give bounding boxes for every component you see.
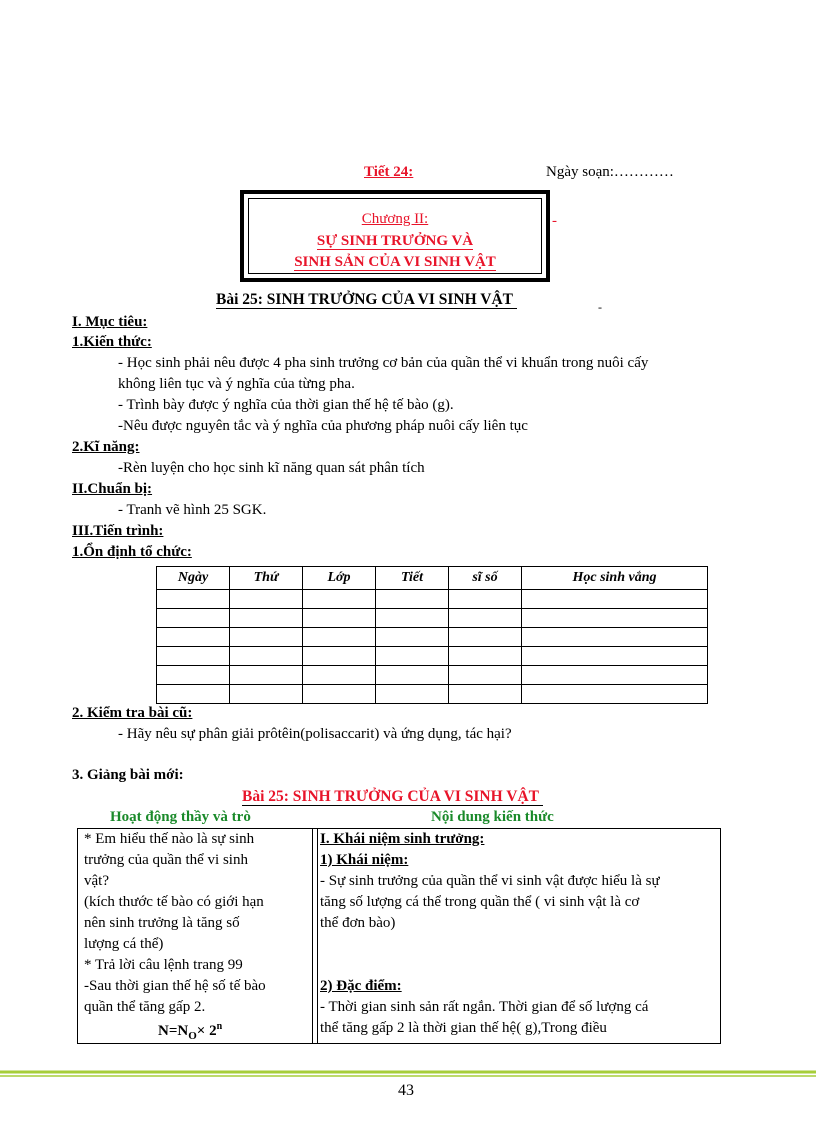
header-headcount: sĩ số bbox=[449, 567, 522, 590]
left-line: trưởng của quần thể vi sinh bbox=[84, 852, 248, 868]
section-class-organization: 1.Ổn định tổ chức: bbox=[72, 544, 192, 560]
preparation-line-1: - Tranh vẽ hình 25 SGK. bbox=[118, 502, 267, 518]
left-line: lượng cá thể) bbox=[84, 936, 164, 952]
header-date: Ngày bbox=[157, 567, 230, 590]
right-line: thể tăng gấp 2 là thời gian thế hệ( g),Trong điều bbox=[320, 1020, 607, 1036]
table-row bbox=[157, 685, 708, 704]
lesson-table-title bbox=[242, 788, 543, 806]
table-row bbox=[157, 609, 708, 628]
formula-subscript: O bbox=[188, 1030, 197, 1042]
section-procedure: III.Tiến trình: bbox=[72, 523, 164, 539]
table-row bbox=[157, 666, 708, 685]
knowledge-line-1: - Học sinh phải nêu được 4 pha sinh trưởng cơ bản của quần thể vi khuẩn trong nuôi cấy bbox=[118, 355, 649, 371]
right-subheading-features: 2) Đặc điểm: bbox=[320, 978, 402, 994]
header-weekday: Thứ bbox=[230, 567, 303, 590]
chapter-subtitle-2-text: SINH SẢN CỦA VI SINH VẬT bbox=[294, 254, 496, 270]
formula-rest: × 2 bbox=[196, 1023, 217, 1039]
chapter-title: Chương II: bbox=[361, 211, 429, 227]
footer-rule bbox=[0, 1070, 816, 1080]
attendance-header-row bbox=[157, 567, 708, 590]
right-line: - Thời gian sinh sản rất ngắn. Thời gian để số lượng cá bbox=[320, 999, 649, 1015]
table-row bbox=[157, 647, 708, 666]
chapter-box-inner bbox=[248, 198, 542, 274]
review-question: - Hãy nêu sự phân giải prôtêin(polisaccarit) và ứng dụng, tác hại? bbox=[118, 726, 512, 742]
knowledge-line-2: không liên tục và ý nghĩa của từng pha. bbox=[118, 376, 355, 392]
column-content: Nội dung kiến thức bbox=[431, 809, 554, 825]
header-absent: Học sinh vắng bbox=[522, 567, 708, 590]
lesson-table-title-text: Bài 25: SINH TRƯỞNG CỦA VI SINH VẬT bbox=[242, 788, 543, 806]
section-objectives: I. Mục tiêu: bbox=[72, 314, 148, 330]
chapter-box bbox=[240, 190, 550, 282]
section-skills: 2.Kĩ năng: bbox=[72, 439, 140, 455]
column-teacher-student: Hoạt động thầy và trò bbox=[110, 809, 251, 825]
chapter-subtitle-1 bbox=[249, 233, 541, 250]
knowledge-line-3: - Trình bày được ý nghĩa của thời gian thế hệ tế bào (g). bbox=[118, 397, 454, 413]
attendance-table bbox=[156, 566, 708, 704]
right-line: thể đơn bào) bbox=[320, 915, 396, 931]
chapter-subtitle-1-text: SỰ SINH TRƯỞNG VÀ bbox=[316, 233, 474, 249]
growth-formula bbox=[158, 1021, 222, 1042]
right-line: - Sự sinh trưởng của quần thể vi sinh vật được hiểu là sự bbox=[320, 873, 660, 889]
formula-n: N=N bbox=[158, 1023, 189, 1039]
section-review: 2. Kiểm tra bài cũ: bbox=[72, 705, 193, 721]
lesson-table bbox=[77, 828, 721, 1044]
right-subheading-concept: 1) Khái niệm: bbox=[320, 852, 409, 868]
left-line: nên sinh trưởng là tăng số bbox=[84, 915, 240, 931]
table-row bbox=[157, 628, 708, 647]
knowledge-line-4: -Nêu được nguyên tắc và ý nghĩa của phương pháp nuôi cấy liên tục bbox=[118, 418, 528, 434]
header-class: Lớp bbox=[303, 567, 376, 590]
left-line: * Em hiểu thế nào là sự sinh bbox=[84, 831, 255, 847]
section-preparation: II.Chuẩn bị: bbox=[72, 481, 153, 497]
lesson-period: Tiết 24: bbox=[364, 164, 414, 180]
header-period: Tiết bbox=[376, 567, 449, 590]
formula-superscript: n bbox=[216, 1021, 223, 1032]
skills-line-1: -Rèn luyện cho học sinh kĩ năng quan sát phân tích bbox=[118, 460, 425, 476]
left-line: quần thể tăng gấp 2. bbox=[84, 999, 206, 1015]
left-line: (kích thước tế bào có giới hạn bbox=[84, 894, 264, 910]
red-dash-mark: - bbox=[552, 213, 557, 229]
lesson-title bbox=[216, 291, 517, 309]
column-divider bbox=[312, 829, 318, 1043]
left-line: vật? bbox=[84, 873, 109, 889]
dash-mark: - bbox=[598, 300, 602, 314]
lesson-title-text: Bài 25: SINH TRƯỞNG CỦA VI SINH VẬT bbox=[216, 291, 517, 309]
left-line: -Sau thời gian thế hệ số tế bào bbox=[84, 978, 266, 994]
left-line: * Trả lời câu lệnh trang 99 bbox=[84, 957, 243, 973]
section-new-lesson: 3. Giảng bài mới: bbox=[72, 767, 184, 783]
page-number: 43 bbox=[398, 1082, 414, 1099]
table-row bbox=[157, 590, 708, 609]
right-line: tăng số lượng cá thể trong quần thể ( vi sinh vật là cơ bbox=[320, 894, 640, 910]
section-knowledge: 1.Kiến thức: bbox=[72, 334, 152, 350]
preparation-date: Ngày soạn:………… bbox=[546, 164, 674, 180]
right-heading: I. Khái niệm sinh trưởng: bbox=[320, 831, 485, 847]
chapter-subtitle-2 bbox=[249, 254, 541, 271]
